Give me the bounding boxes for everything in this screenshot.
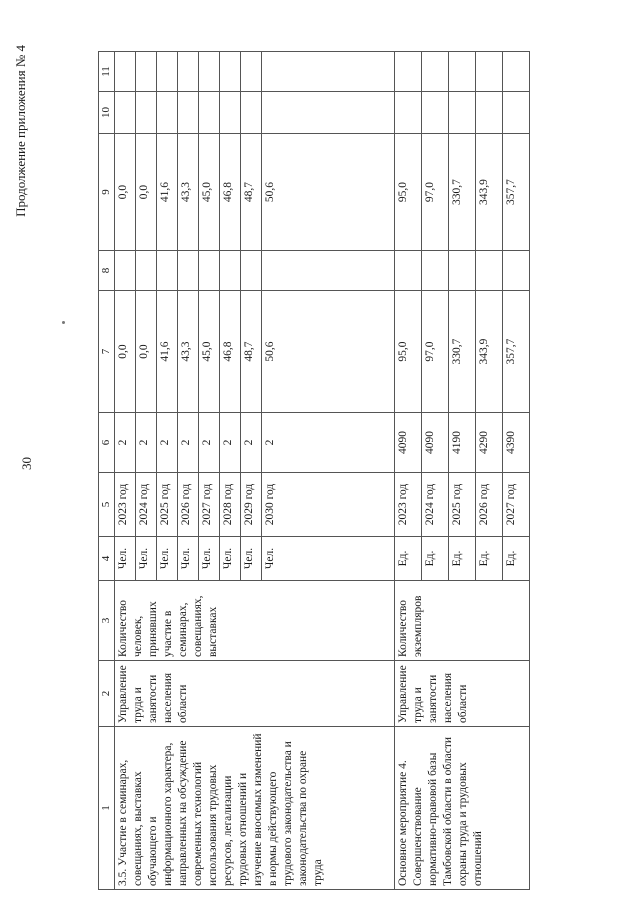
col-3-header: 3 [99,581,115,661]
value-cell: 2 [157,413,178,473]
year-cell: 2027 год [503,473,530,537]
unit-cell: Ед. [476,537,503,581]
value-cell: 41,6 [157,134,178,251]
value-cell: 0,0 [115,291,136,413]
empty-cell [262,92,395,134]
unit-cell: Чел. [178,537,199,581]
empty-cell [449,52,476,92]
value-cell: 2 [262,413,395,473]
col-9-header: 9 [99,134,115,251]
empty-cell [136,251,157,291]
unit-cell: Ед. [422,537,449,581]
col-4-header: 4 [99,537,115,581]
empty-cell [199,92,220,134]
value-cell: 4290 [476,413,503,473]
value-cell: 97,0 [422,291,449,413]
empty-cell [262,52,395,92]
scan-mark [62,321,65,324]
value-cell: 50,6 [262,291,395,413]
year-cell: 2026 год [178,473,199,537]
value-cell: 48,7 [241,134,262,251]
unit-cell: Чел. [115,537,136,581]
value-cell: 0,0 [136,291,157,413]
empty-cell [115,92,136,134]
empty-cell [136,92,157,134]
appendix-table [98,51,530,890]
value-cell: 0,0 [136,134,157,251]
value-cell: 343,9 [476,134,503,251]
indicator-name: Количество экземпляров [395,581,530,661]
value-cell: 2 [220,413,241,473]
empty-cell [476,251,503,291]
year-cell: 2023 год [395,473,422,537]
empty-cell [220,52,241,92]
empty-cell [241,52,262,92]
empty-cell [199,251,220,291]
value-cell: 4090 [395,413,422,473]
year-cell: 2024 год [136,473,157,537]
empty-cell [422,52,449,92]
year-cell: 2029 год [241,473,262,537]
value-cell: 4090 [422,413,449,473]
empty-cell [220,92,241,134]
unit-cell: Чел. [241,537,262,581]
empty-cell [503,92,530,134]
empty-cell [395,251,422,291]
appendix-header: Продолжение приложения № 4 [13,45,28,217]
empty-cell [395,52,422,92]
value-cell: 0,0 [115,134,136,251]
executor: Управление труда и занятости населения области [395,661,530,727]
value-cell: 95,0 [395,134,422,251]
value-cell: 4390 [503,413,530,473]
empty-cell [157,251,178,291]
col-6-header: 6 [99,413,115,473]
measure-name: 3.5. Участие в семинарах, совещаниях, выставках обучающего и информационного характера, направленных на обсуждение современных технологий использования трудовых ресурсов, легализации трудовых отношений и изучение вносимых изменений в нормы действующего трудового законодательства и законодательства по охране труда [115,727,395,890]
unit-cell: Чел. [262,537,395,581]
year-cell: 2028 год [220,473,241,537]
indicator-name: Количество человек, принявших участие в семинарах, совещаниях, выставках [115,581,395,661]
value-cell: 45,0 [199,291,220,413]
empty-cell [157,52,178,92]
empty-cell [220,251,241,291]
empty-cell [395,92,422,134]
col-1-header: 1 [99,727,115,890]
value-cell: 45,0 [199,134,220,251]
value-cell: 46,8 [220,134,241,251]
unit-cell: Чел. [136,537,157,581]
empty-cell [503,52,530,92]
empty-cell [422,251,449,291]
value-cell: 95,0 [395,291,422,413]
empty-cell [262,251,395,291]
unit-cell: Ед. [395,537,422,581]
executor: Управление труда и занятости населения области [115,661,395,727]
value-cell: 4190 [449,413,476,473]
value-cell: 46,8 [220,291,241,413]
value-cell: 43,3 [178,291,199,413]
unit-cell: Ед. [503,537,530,581]
table-row [395,52,422,890]
value-cell: 97,0 [422,134,449,251]
unit-cell: Чел. [220,537,241,581]
value-cell: 2 [136,413,157,473]
value-cell: 330,7 [449,134,476,251]
year-cell: 2025 год [449,473,476,537]
value-cell: 41,6 [157,291,178,413]
year-cell: 2025 год [157,473,178,537]
value-cell: 330,7 [449,291,476,413]
col-11-header: 11 [99,52,115,92]
empty-cell [476,52,503,92]
empty-cell [178,52,199,92]
year-cell: 2030 год [262,473,395,537]
column-number-row [99,52,115,890]
empty-cell [115,251,136,291]
unit-cell: Чел. [157,537,178,581]
year-cell: 2024 год [422,473,449,537]
unit-cell: Ед. [449,537,476,581]
col-8-header: 8 [99,251,115,291]
value-cell: 2 [115,413,136,473]
empty-cell [422,92,449,134]
rotated-page [5,5,635,900]
page-number: 30 [19,457,34,470]
empty-cell [503,251,530,291]
value-cell: 2 [199,413,220,473]
empty-cell [136,52,157,92]
empty-cell [178,92,199,134]
year-cell: 2026 год [476,473,503,537]
value-cell: 357,7 [503,134,530,251]
year-cell: 2027 год [199,473,220,537]
year-cell: 2023 год [115,473,136,537]
col-2-header: 2 [99,661,115,727]
value-cell: 43,3 [178,134,199,251]
value-cell: 2 [241,413,262,473]
value-cell: 343,9 [476,291,503,413]
empty-cell [241,92,262,134]
table-row [115,52,136,890]
empty-cell [199,52,220,92]
value-cell: 2 [178,413,199,473]
empty-cell [476,92,503,134]
empty-cell [449,92,476,134]
col-5-header: 5 [99,473,115,537]
value-cell: 48,7 [241,291,262,413]
empty-cell [115,52,136,92]
value-cell: 50,6 [262,134,395,251]
unit-cell: Чел. [199,537,220,581]
col-7-header: 7 [99,291,115,413]
measure-name: Основное мероприятие 4. Совершенствование нормативно-правовой базы Тамбовской области в области охраны труда и трудовых отношений [395,727,530,890]
empty-cell [157,92,178,134]
empty-cell [241,251,262,291]
value-cell: 357,7 [503,291,530,413]
col-10-header: 10 [99,92,115,134]
empty-cell [178,251,199,291]
empty-cell [449,251,476,291]
